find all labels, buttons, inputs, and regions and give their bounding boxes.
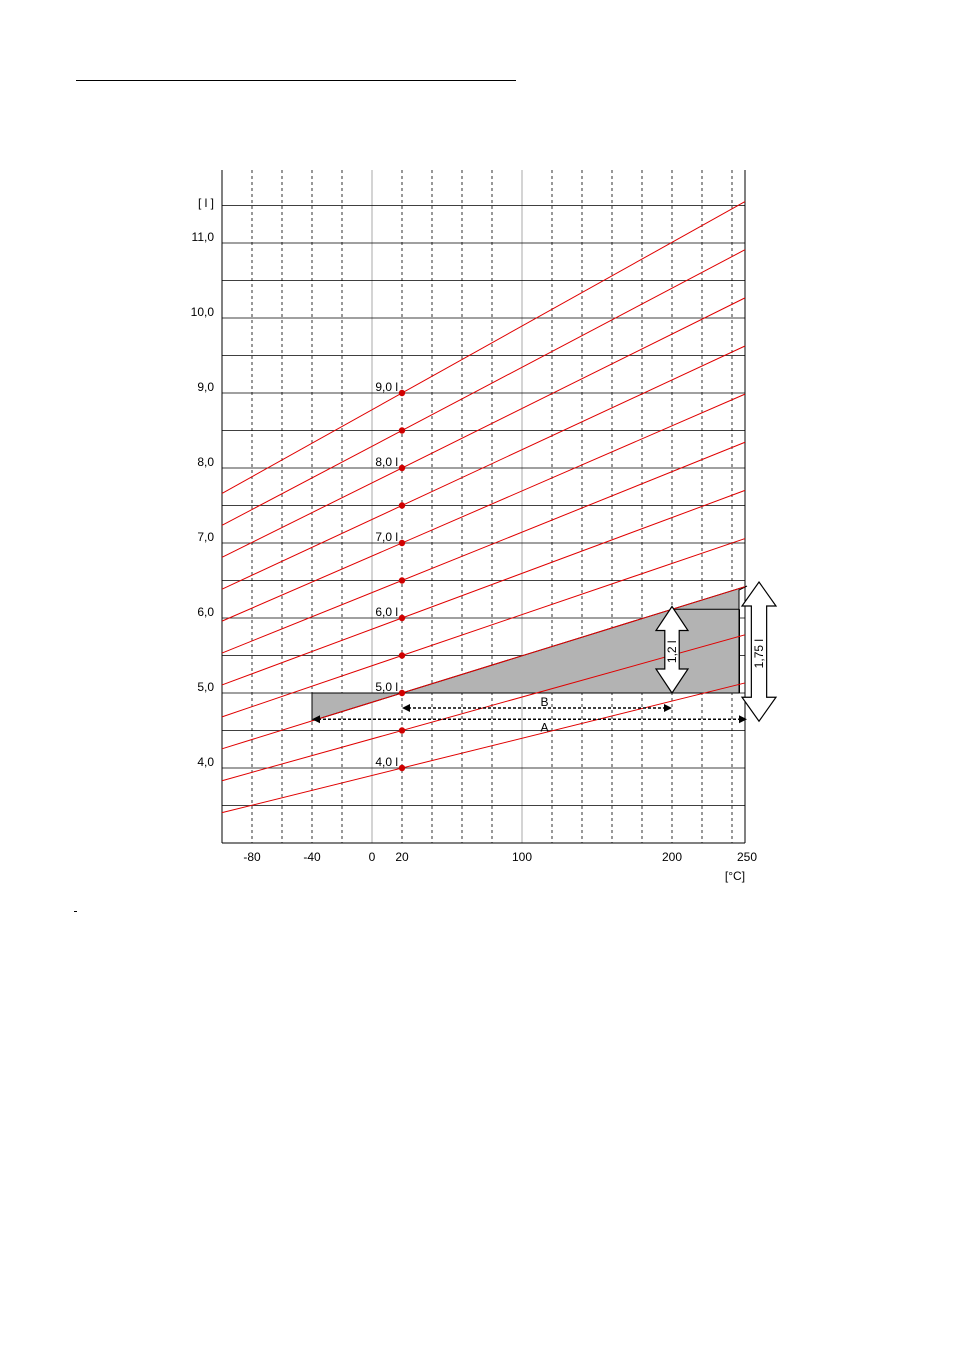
- footnote-mark: [74, 911, 77, 912]
- x-tick-label: 250: [736, 850, 758, 864]
- y-tick-label: 6,0: [197, 605, 214, 619]
- range-a-label: A: [540, 720, 549, 735]
- series-line: [222, 394, 745, 621]
- delta-large-label: 1,75 l: [752, 638, 766, 669]
- data-point: [399, 465, 405, 471]
- y-tick-label: 8,0: [197, 455, 214, 469]
- x-tick-label: 0: [368, 850, 376, 864]
- range-a-arrowhead: [739, 715, 747, 723]
- series-line: [222, 298, 745, 557]
- y-tick-label: 11,0: [191, 230, 214, 244]
- x-axis-label: [°C]: [724, 869, 746, 883]
- x-tick-label: 200: [661, 850, 683, 864]
- data-point: [399, 765, 405, 771]
- x-tick-label: -80: [243, 850, 261, 864]
- y-tick-label: 7,0: [197, 530, 214, 544]
- y-axis-label: [ l ]: [197, 196, 214, 210]
- x-tick-label: 100: [511, 850, 533, 864]
- range-b-label: B: [540, 695, 549, 709]
- data-point: [399, 615, 405, 621]
- y-tick-label: 5,0: [197, 680, 214, 694]
- x-tick-label: -40: [303, 850, 321, 864]
- series-line: [222, 250, 745, 526]
- data-point: [399, 727, 405, 733]
- data-point: [399, 652, 405, 658]
- line-label: 6,0 l: [375, 605, 398, 619]
- data-point: [399, 577, 405, 583]
- line-label: 7,0 l: [375, 530, 398, 544]
- delta-small-label: 1,2 l: [665, 640, 679, 664]
- data-point: [399, 427, 405, 433]
- line-label: 8,0 l: [375, 455, 398, 469]
- line-label: 4,0 l: [375, 755, 398, 769]
- y-tick-label: 9,0: [197, 380, 214, 394]
- y-tick-label: 10,0: [190, 305, 214, 319]
- series-line: [222, 683, 745, 813]
- data-point: [399, 690, 405, 696]
- line-label: 9,0 l: [375, 380, 398, 394]
- data-point: [399, 390, 405, 396]
- line-label: 5,0 l: [375, 680, 398, 694]
- series-line: [222, 202, 745, 494]
- y-tick-label: 4,0: [197, 755, 214, 769]
- data-point: [399, 502, 405, 508]
- range-b-arrowhead: [402, 704, 410, 712]
- data-point: [399, 540, 405, 546]
- x-tick-label: 20: [395, 850, 409, 864]
- range-b-arrowhead: [664, 704, 672, 712]
